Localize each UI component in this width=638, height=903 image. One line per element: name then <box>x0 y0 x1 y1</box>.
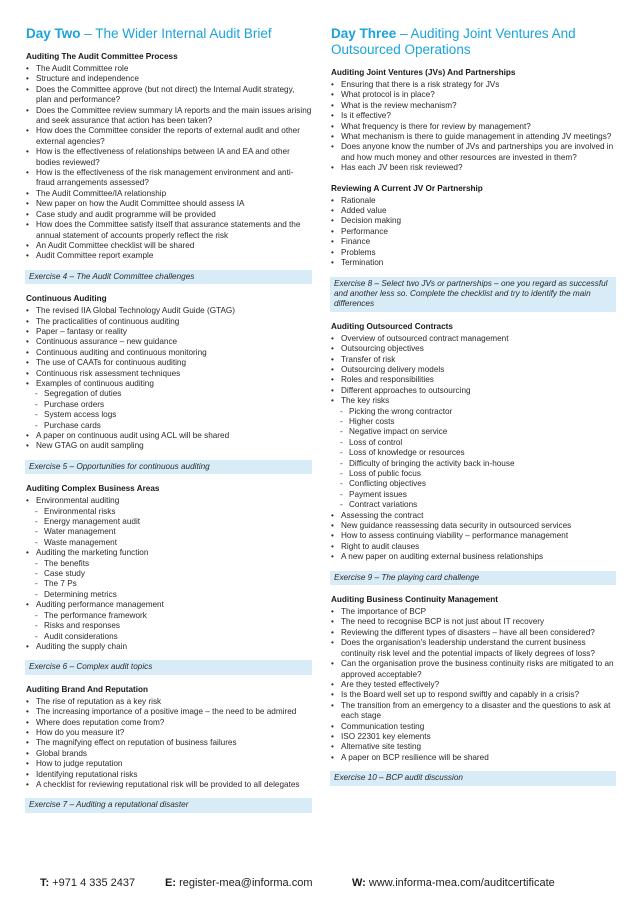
sub-list-item: - Contract variations <box>331 500 616 510</box>
list-item: • Communication testing <box>331 722 616 732</box>
footer-phone[interactable] <box>40 877 135 889</box>
list-item: • Can the organisation prove the business continuity risks are mitigated to an approved acceptable? <box>331 659 616 680</box>
contact-footer <box>0 877 638 895</box>
exercise-box: Exercise 6 – Complex audit topics <box>25 660 312 674</box>
sub-list-item: - Determining metrics <box>26 590 312 600</box>
list-item: • Does the organisation's leadership understand the current business continuity risk level and the potential impacts of likely degrees of loss? <box>331 638 616 659</box>
footer-email[interactable] <box>165 877 313 889</box>
exercise-box: Exercise 9 – The playing card challenge <box>330 571 616 585</box>
list-item: • Finance <box>331 237 616 247</box>
section-list <box>26 496 312 652</box>
sub-list-item: - Picking the wrong contractor <box>331 407 616 417</box>
list-item: • How to assess continuing viability – performance management <box>331 531 616 541</box>
list-item: • Has each JV been risk reviewed? <box>331 163 616 173</box>
sub-list-item: - Loss of knowledge or resources <box>331 448 616 458</box>
sub-list-item: - System access logs <box>26 410 312 420</box>
exercise-box: Exercise 5 – Opportunities for continuous auditing <box>25 460 312 474</box>
section-heading: Auditing Joint Ventures (JVs) And Partnerships <box>331 68 516 77</box>
list-item: • How is the effectiveness of relationships between IA and EA and other bodies reviewed? <box>26 147 312 168</box>
list-item: • New guidance reassessing data security in outsourced services <box>331 521 616 531</box>
list-item: • Auditing the supply chain <box>26 642 312 652</box>
list-item: • Paper – fantasy or reality <box>26 327 312 337</box>
section-list <box>331 607 616 763</box>
list-item: • The need to recognise BCP is not just about IT recovery <box>331 617 616 627</box>
sub-list-item: - Risks and responses <box>26 621 312 631</box>
list-item: • A checklist for reviewing reputational risk will be provided to all delegates <box>26 780 312 790</box>
list-item: • Right to audit clauses <box>331 542 616 552</box>
section-heading: Auditing Complex Business Areas <box>26 484 160 494</box>
sub-list-item: - Case study <box>26 569 312 579</box>
list-item: • The increasing importance of a positive image – the need to be admired <box>26 707 312 717</box>
section-list <box>331 334 616 563</box>
list-item: • A new paper on auditing external business relationships <box>331 552 616 562</box>
section-heading: Auditing Outsourced Contracts <box>331 321 453 331</box>
website-label: W: <box>352 877 366 889</box>
list-item: • New paper on how the Audit Committee should assess IA <box>26 199 312 209</box>
list-item: • Rationale <box>331 196 616 206</box>
list-item: • The Audit Committee role <box>26 64 312 74</box>
list-item: • How does the Committee satisfy itself that assurance statements and the annual statement of accounts properly reflect the risk <box>26 220 312 241</box>
section-heading: Auditing The Audit Committee Process <box>26 52 178 61</box>
list-item: • What frequency is there for review by management? <box>331 122 616 132</box>
sub-list-item: - Loss of control <box>331 438 616 448</box>
sub-list-item: - Loss of public focus <box>331 469 616 479</box>
list-item: • How is the effectiveness of the risk management environment and anti-fraud arrangements assessed? <box>26 168 312 189</box>
list-item: • Overview of outsourced contract management <box>331 334 616 344</box>
list-item: • A paper on BCP resilience will be shared <box>331 753 616 763</box>
list-item: • Outsourcing delivery models <box>331 365 616 375</box>
list-item: • Are they tested effectively? <box>331 680 616 690</box>
list-item: • The importance of BCP <box>331 607 616 617</box>
list-item: • The rise of reputation as a key risk <box>26 697 312 707</box>
list-item: • How does the Committee consider the reports of external audit and other external agencies? <box>26 126 312 147</box>
list-item: • Auditing the marketing function <box>26 548 312 558</box>
sub-list-item: - Environmental risks <box>26 507 312 517</box>
list-item: • A paper on continuous audit using ACL will be shared <box>26 431 312 441</box>
list-item: • Ensuring that there is a risk strategy for JVs <box>331 80 616 90</box>
list-item: • Environmental auditing <box>26 496 312 506</box>
list-item: • Where does reputation come from? <box>26 718 312 728</box>
sub-list-item: - Purchase orders <box>26 400 312 410</box>
sub-list-item: - Difficulty of bringing the activity back in-house <box>331 459 616 469</box>
list-item: • Case study and audit programme will be provided <box>26 210 312 220</box>
sub-list-item: - Water management <box>26 527 312 537</box>
list-item: • What is the review mechanism? <box>331 101 616 111</box>
list-item: • Termination <box>331 258 616 268</box>
list-item: • How to judge reputation <box>26 759 312 769</box>
section-list <box>26 306 312 452</box>
list-item: • Outsourcing objectives <box>331 344 616 354</box>
list-item: • Added value <box>331 206 616 216</box>
day-three-sections <box>331 68 616 786</box>
sub-list-item: - The performance framework <box>26 611 312 621</box>
sub-list-item: - Audit considerations <box>26 632 312 642</box>
sub-list-item: - Waste management <box>26 538 312 548</box>
day-three-subtitle: – Auditing Joint Ventures And Outsourced Operations <box>331 26 576 57</box>
day-three-title <box>331 26 616 58</box>
exercise-box: Exercise 10 – BCP audit discussion <box>330 771 616 785</box>
sub-list-item: - Segregation of duties <box>26 389 312 399</box>
sub-list-item: - Payment issues <box>331 490 616 500</box>
list-item: • The Audit Committee/IA relationship <box>26 189 312 199</box>
sub-list-item: - Negative impact on service <box>331 427 616 437</box>
sub-list-item: - Higher costs <box>331 417 616 427</box>
day-two-column <box>26 26 312 823</box>
section-spacer <box>331 174 616 184</box>
day-three-label: Day Three <box>331 26 397 41</box>
list-item: • Alternative site testing <box>331 742 616 752</box>
footer-website[interactable] <box>352 877 555 889</box>
list-item: • Continuous auditing and continuous monitoring <box>26 348 312 358</box>
sub-list-item: - The benefits <box>26 559 312 569</box>
exercise-box: Exercise 4 – The Audit Committee challenges <box>25 270 312 284</box>
list-item: • The key risks <box>331 396 616 406</box>
section-list <box>331 196 616 269</box>
section-list <box>331 80 616 174</box>
list-item: • Different approaches to outsourcing <box>331 386 616 396</box>
list-item: • The use of CAATs for continuous auditing <box>26 358 312 368</box>
list-item: • The revised IIA Global Technology Audit Guide (GTAG) <box>26 306 312 316</box>
list-item: • Continuous assurance – new guidance <box>26 337 312 347</box>
sub-list-item: - Energy management audit <box>26 517 312 527</box>
list-item: • What protocol is in place? <box>331 90 616 100</box>
sub-list-item: - The 7 Ps <box>26 579 312 589</box>
list-item: • How do you measure it? <box>26 728 312 738</box>
list-item: • Audit Committee report example <box>26 251 312 261</box>
list-item: • Problems <box>331 248 616 258</box>
list-item: • Structure and independence <box>26 74 312 84</box>
day-two-title <box>26 26 312 42</box>
list-item: • The magnifying effect on reputation of business failures <box>26 738 312 748</box>
list-item: • ISO 22301 key elements <box>331 732 616 742</box>
sub-list-item: - Purchase cards <box>26 421 312 431</box>
list-item: • Reviewing the different types of disasters – have all been considered? <box>331 628 616 638</box>
section-heading: Reviewing A Current JV Or Partnership <box>331 183 483 193</box>
list-item: • What mechanism is there to guide management in attending JV meetings? <box>331 132 616 142</box>
list-item: • The transition from an emergency to a disaster and the questions to ask at each stage <box>331 701 616 722</box>
day-two-sections <box>26 52 312 813</box>
list-item: • Transfer of risk <box>331 355 616 365</box>
sub-list-item: - Conflicting objectives <box>331 479 616 489</box>
day-three-column <box>331 26 616 796</box>
phone-number: +971 4 335 2437 <box>52 877 136 889</box>
list-item: • The practicalities of continuous auditing <box>26 317 312 327</box>
list-item: • Assessing the contract <box>331 511 616 521</box>
exercise-box: Exercise 7 – Auditing a reputational disaster <box>25 798 312 812</box>
section-heading: Continuous Auditing <box>26 294 107 304</box>
list-item: • Does the Committee approve (but not direct) the Internal Audit strategy, plan and performance? <box>26 85 312 106</box>
list-item: • Roles and responsibilities <box>331 375 616 385</box>
email-label: E: <box>165 877 176 889</box>
exercise-box: Exercise 8 – Select two JVs or partnerships – one you regard as successful and another less so. Complete the checklist and try to identify the main differences <box>330 277 616 312</box>
list-item: • Is the Board well set up to respond swiftly and capably in a crisis? <box>331 690 616 700</box>
list-item: • Global brands <box>26 749 312 759</box>
list-item: • Does anyone know the number of JVs and partnerships you are involved in and how much money and other resources are invested in them? <box>331 142 616 163</box>
section-list <box>26 697 312 791</box>
list-item: • Identifying reputational risks <box>26 770 312 780</box>
list-item: • New GTAG on audit sampling <box>26 441 312 451</box>
email-address: register-mea@informa.com <box>179 877 313 889</box>
list-item: • Decision making <box>331 216 616 226</box>
phone-label: T: <box>40 877 50 889</box>
section-list <box>26 64 312 262</box>
section-heading: Auditing Business Continuity Management <box>331 595 498 605</box>
section-heading: Auditing Brand And Reputation <box>26 684 149 694</box>
list-item: • Is it effective? <box>331 111 616 121</box>
list-item: • Performance <box>331 227 616 237</box>
list-item: • Examples of continuous auditing <box>26 379 312 389</box>
website-url: www.informa-mea.com/auditcertificate <box>368 877 555 889</box>
day-two-label: Day Two <box>26 26 81 41</box>
list-item: • An Audit Committee checklist will be shared <box>26 241 312 251</box>
list-item: • Auditing performance management <box>26 600 312 610</box>
list-item: • Continuous risk assessment techniques <box>26 369 312 379</box>
list-item: • Does the Committee review summary IA reports and the main issues arising and seek assurance that action has been taken? <box>26 106 312 127</box>
day-two-subtitle: – The Wider Internal Audit Brief <box>80 26 272 41</box>
